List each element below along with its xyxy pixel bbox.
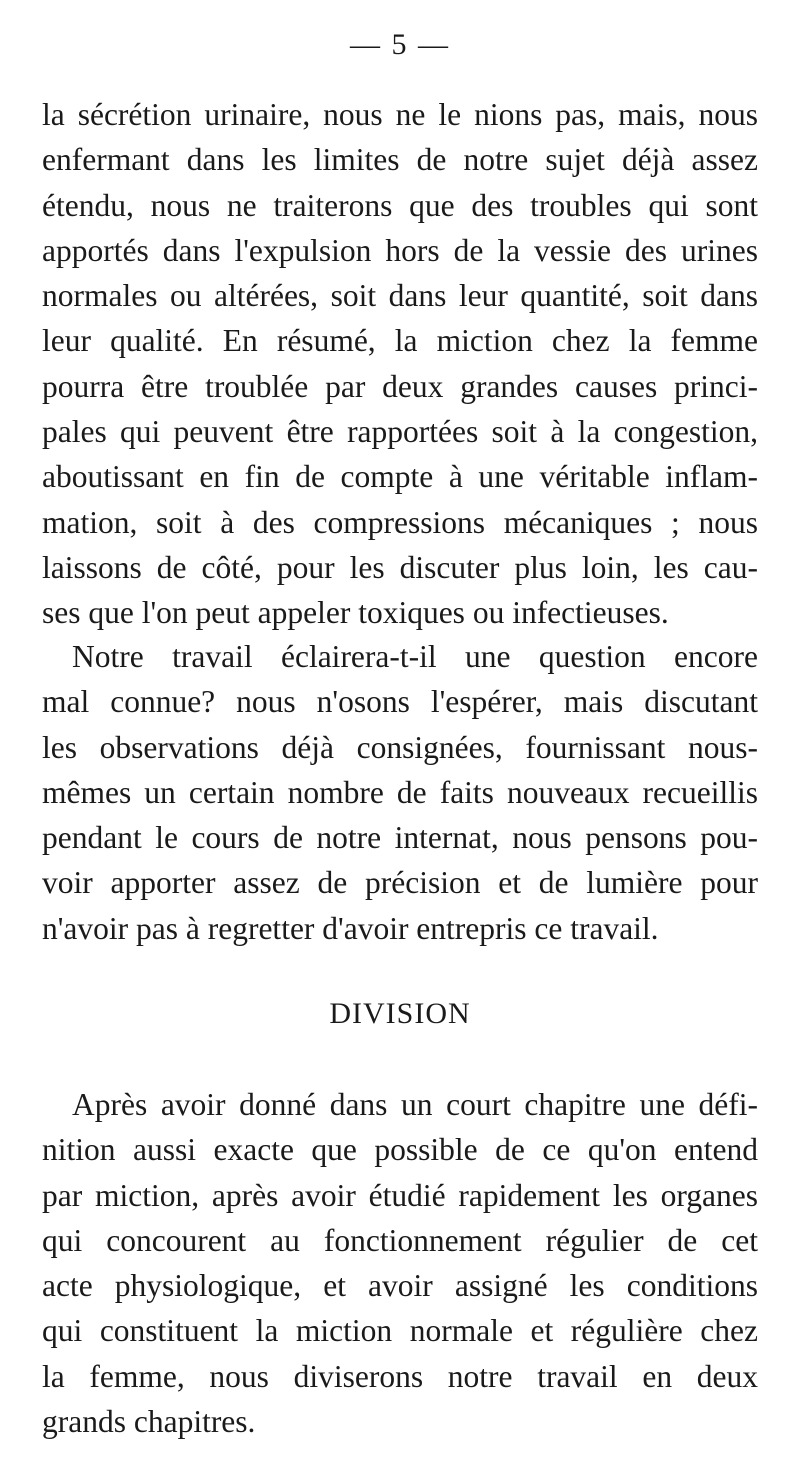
paragraph-division [42,1082,758,1444]
text-line: apportés dans l'expulsion hors de la vessie des urines [42,232,758,268]
text-line: n'avoir pas à regretter d'avoir entrepris ce travail. [42,910,659,946]
text-line: nition aussi exacte que possible de ce qu'on entend [42,1132,758,1168]
text-line: leur qualité. En résumé, la miction chez la femme [42,323,758,359]
text-line: mation, soit à des compressions mécaniques ; nous [42,504,758,540]
text-line: la femme, nous diviserons notre travail en deux [42,1358,758,1394]
text-line: qui constituent la miction normale et régulière chez [42,1313,758,1349]
text-line: pales qui peuvent être rapportées soit à la congestion, [42,414,758,450]
paragraph-purpose [42,634,758,951]
page-number: — 5 — [350,28,450,61]
text-line: qui concourent au fonctionnement régulier de cet [42,1222,758,1258]
text-line: mêmes un certain nombre de faits nouveaux recueillis [42,774,758,810]
text-line: grands chapitres. [42,1404,256,1440]
paragraph-intro [42,92,758,636]
text-line: acte physiologique, et avoir assigné les conditions [42,1268,758,1304]
text-line: les observations déjà consignées, fournissant nous- [42,729,758,765]
text-line: ses que l'on peut appeler toxiques ou infectieuses. [42,595,669,631]
text-line: mal connue? nous n'osons l'espérer, mais discutant [42,684,758,720]
text-line: étendu, nous ne traiterons que des troubles qui sont [42,187,758,223]
section-heading: DIVISION [329,997,471,1030]
text-line: Après avoir donné dans un court chapitre une défi- [72,1087,758,1122]
text-line: pourra être troublée par deux grandes causes princi- [42,368,758,404]
text-line: Notre travail éclairera-t-il une question encore [72,639,758,674]
text-line: par miction, après avoir étudié rapidement les organes [42,1177,758,1213]
text-line: aboutissant en fin de compte à une véritable inflam- [42,459,758,495]
text-line: enfermant dans les limites de notre sujet déjà assez [42,142,758,178]
text-line: laissons de côté, pour les discuter plus loin, les cau- [42,549,758,585]
text-line: la sécrétion urinaire, nous ne le nions pas, mais, nous [42,97,758,132]
text-line: voir apporter assez de précision et de lumière pour [42,865,758,901]
text-line: normales ou altérées, soit dans leur quantité, soit dans [42,278,758,314]
text-line: pendant le cours de notre internat, nous pensons pou- [42,820,758,856]
